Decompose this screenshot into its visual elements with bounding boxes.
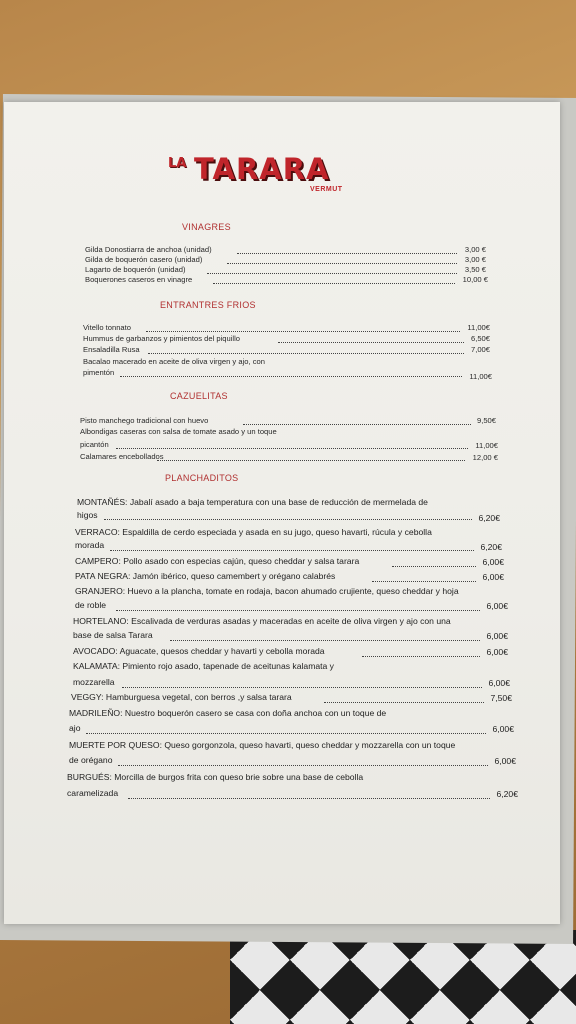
leader-dots xyxy=(120,375,462,377)
leader-dots xyxy=(213,282,455,284)
menu-item-name-cont: caramelizada xyxy=(67,788,119,798)
menu-item-price: 6,00€ xyxy=(494,756,516,766)
menu-item-price: 6,20€ xyxy=(496,789,518,799)
menu-item-name: Boquerones caseros en vinagre xyxy=(85,275,193,284)
menu-item-name-cont: morada xyxy=(75,540,105,550)
leader-dots xyxy=(122,686,482,688)
menu-item-price: 11,00€ xyxy=(469,372,492,381)
menu-item-name: KALAMATA: Pimiento rojo asado, tapenade de aceitunas kalamata y xyxy=(73,661,334,671)
leader-dots xyxy=(116,609,480,611)
menu-item-price: 6,00€ xyxy=(486,601,508,611)
brand-logo xyxy=(168,152,348,202)
leader-dots xyxy=(118,764,488,766)
menu-item-name: Vitello tonnato xyxy=(83,323,131,332)
menu-item-price: 11,00€ xyxy=(467,323,490,332)
brand-prefix: LA xyxy=(168,156,187,171)
menu-item-name: Ensaladilla Rusa xyxy=(83,345,140,354)
leader-dots xyxy=(392,565,476,567)
menu-item-price: 11,00€ xyxy=(475,441,498,450)
menu-item-name-cont: picantón xyxy=(80,440,109,449)
menu-item-price: 6,00€ xyxy=(486,647,508,657)
menu-item-price: 7,50€ xyxy=(490,693,512,703)
menu-item-name: Gilda Donostiarra de anchoa (unidad) xyxy=(85,245,212,254)
leader-dots xyxy=(116,447,468,449)
menu-item-price: 6,00€ xyxy=(482,557,504,567)
menu-item-price: 3,50 € xyxy=(464,265,486,274)
menu-item-name: Hummus de garbanzos y pimientos del piquillo xyxy=(83,334,241,343)
leader-dots xyxy=(170,639,480,641)
leader-dots xyxy=(110,549,474,551)
leader-dots xyxy=(227,262,457,264)
menu-item-price: 6,00€ xyxy=(492,724,514,734)
leader-dots xyxy=(372,580,476,582)
brand-tagline: VERMUT xyxy=(310,186,343,193)
brand-name: TARARA xyxy=(194,152,330,186)
leader-dots xyxy=(207,272,457,274)
menu-item-name: Albondigas caseras con salsa de tomate asado y un toque xyxy=(80,427,277,436)
menu-item-name: CAMPERO: Pollo asado con especias cajún, queso cheddar y salsa tarara xyxy=(75,556,360,566)
menu-item-price: 9,50€ xyxy=(476,416,496,425)
floor-tiles xyxy=(230,930,576,1024)
menu-item-name: HORTELANO: Escalivada de verduras asadas y maceradas en aceite de oliva virgen y ajo con una xyxy=(73,616,451,626)
menu-item-name: Gilda de boquerón casero (unidad) xyxy=(85,255,203,264)
leader-dots xyxy=(148,352,464,354)
leader-dots xyxy=(146,330,460,332)
menu-item-name-cont: mozzarella xyxy=(73,677,115,687)
menu-item-name-cont: de orégano xyxy=(69,755,113,765)
leader-dots xyxy=(128,797,490,799)
leader-dots xyxy=(362,655,480,657)
menu-item-name: Bacalao macerado en aceite de oliva virgen y ajo, con xyxy=(83,357,265,366)
menu-item-name-cont: base de salsa Tarara xyxy=(73,630,153,640)
leader-dots xyxy=(86,732,486,734)
leader-dots xyxy=(237,252,457,254)
menu-item-name: VEGGY: Hamburguesa vegetal, con berros ,y salsa tarara xyxy=(71,692,292,702)
leader-dots xyxy=(278,341,464,343)
leader-dots xyxy=(157,459,465,461)
menu-item-name-cont: de roble xyxy=(75,600,107,610)
menu-item-name: GRANJERO: Huevo a la plancha, tomate en rodaja, bacon ahumado crujiente, queso cheddar y hoja xyxy=(75,586,459,596)
section-title-cazuelitas: CAZUELITAS xyxy=(170,391,228,401)
menu-item-price: 6,20€ xyxy=(480,542,502,552)
menu-item-name: Calamares encebollados xyxy=(80,452,164,461)
menu-item-price: 10,00 € xyxy=(462,275,488,284)
menu-item-name: Lagarto de boquerón (unidad) xyxy=(85,265,186,274)
menu-item-price: 12,00 € xyxy=(472,453,498,462)
menu-item-price: 6,00€ xyxy=(482,572,504,582)
menu-item-name: MUERTE POR QUESO: Queso gorgonzola, queso havarti, queso cheddar y mozzarella con un toque xyxy=(69,740,456,750)
menu-item-name-cont: pimentón xyxy=(83,368,115,377)
menu-item-price: 7,00€ xyxy=(470,345,490,354)
menu-item-price: 6,00€ xyxy=(486,631,508,641)
menu-item-name: VERRACO: Espaldilla de cerdo especiada y asada en su jugo, queso havarti, rúcula y cebolla xyxy=(75,527,432,537)
leader-dots xyxy=(104,518,472,520)
menu-item-name: Pisto manchego tradicional con huevo xyxy=(80,416,209,425)
menu-item-name: BURGUÉS: Morcilla de burgos frita con queso brie sobre una base de cebolla xyxy=(67,772,364,782)
menu-item-price: 6,00€ xyxy=(488,678,510,688)
menu-item-name: MONTAÑÉS: Jabalí asado a baja temperatura con una base de reducción de mermelada de xyxy=(77,497,428,507)
section-title-planchaditos: PLANCHADITOS xyxy=(165,473,239,483)
menu-item-name: AVOCADO: Aguacate, quesos cheddar y havarti y cebolla morada xyxy=(73,646,325,656)
menu-item-name-cont: higos xyxy=(77,510,98,520)
menu-item-price: 6,50€ xyxy=(470,334,490,343)
leader-dots xyxy=(243,423,471,425)
section-title-vinagres: VINAGRES xyxy=(182,222,231,232)
menu-item-name: PATA NEGRA: Jamón ibérico, queso camembert y orégano calabrés xyxy=(75,571,336,581)
menu-item-name: MADRILEÑO: Nuestro boquerón casero se casa con doña anchoa con un toque de xyxy=(69,708,387,718)
leader-dots xyxy=(324,701,484,703)
menu-item-price: 3,00 € xyxy=(464,255,486,264)
menu-item-name-cont: ajo xyxy=(69,723,81,733)
section-title-entrantes: ENTRANTRES FRIOS xyxy=(160,300,256,310)
menu-item-price: 6,20€ xyxy=(478,513,500,523)
menu-item-price: 3,00 € xyxy=(464,245,486,254)
